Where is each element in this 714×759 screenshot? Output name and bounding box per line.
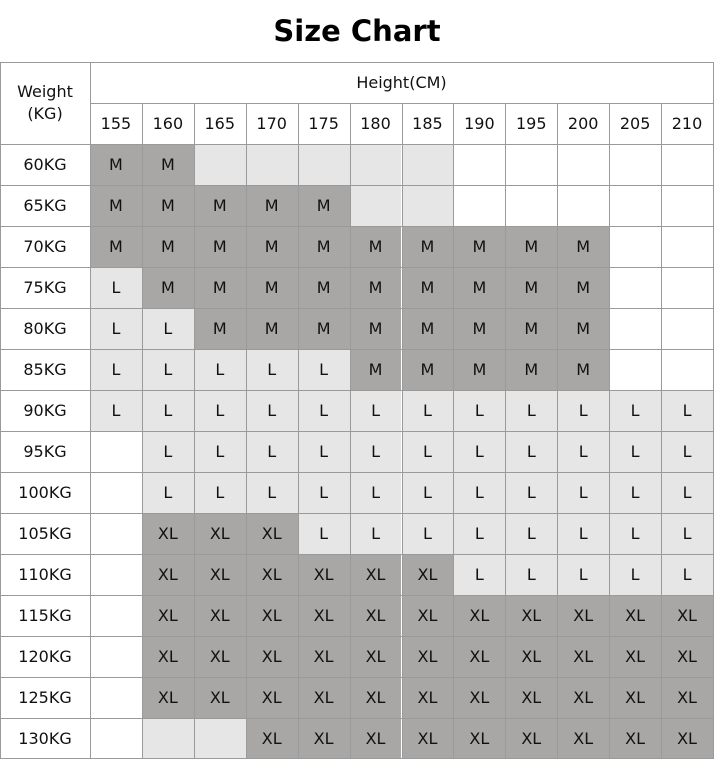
size-cell: M xyxy=(298,226,350,267)
size-cell xyxy=(609,308,661,349)
size-cell xyxy=(194,718,246,759)
grid-line xyxy=(0,554,713,555)
size-cell: L xyxy=(194,349,246,390)
weight-60kg: 60KG xyxy=(23,155,67,174)
page-title: Size Chart xyxy=(273,14,441,48)
size-cell xyxy=(350,185,402,226)
size-cell xyxy=(609,144,661,185)
size-cell: XL xyxy=(246,677,298,718)
height-180: 180 xyxy=(360,114,391,133)
size-cell xyxy=(453,144,505,185)
height-175: 175 xyxy=(308,114,339,133)
size-cell xyxy=(609,349,661,390)
size-cell xyxy=(505,185,557,226)
weight-100kg: 100KG xyxy=(18,483,72,502)
size-cell: L xyxy=(246,349,298,390)
size-cell: XL xyxy=(609,636,661,677)
size-cell: M xyxy=(142,144,194,185)
size-cell: XL xyxy=(298,677,350,718)
grid-line xyxy=(0,349,713,350)
size-cell: XL xyxy=(142,677,194,718)
size-cell: M xyxy=(194,185,246,226)
size-cell: XL xyxy=(194,595,246,636)
size-cell: M xyxy=(142,226,194,267)
size-cell: L xyxy=(298,431,350,472)
size-cell xyxy=(246,144,298,185)
size-cell: XL xyxy=(142,636,194,677)
size-cell: XL xyxy=(402,718,454,759)
size-cell: M xyxy=(350,308,402,349)
size-cell: XL xyxy=(661,636,713,677)
size-cell: M xyxy=(557,308,609,349)
size-cell: M xyxy=(402,267,454,308)
weight-70kg: 70KG xyxy=(23,237,67,256)
size-cell: XL xyxy=(246,718,298,759)
size-cell: XL xyxy=(298,636,350,677)
weight-85kg: 85KG xyxy=(23,360,67,379)
size-cell: L xyxy=(557,431,609,472)
grid-line xyxy=(0,390,713,391)
size-cell: L xyxy=(90,308,142,349)
size-cell: XL xyxy=(505,677,557,718)
size-cell: M xyxy=(246,185,298,226)
size-cell: XL xyxy=(557,718,609,759)
size-cell: XL xyxy=(350,595,402,636)
size-cell: L xyxy=(142,472,194,513)
size-cell: L xyxy=(246,472,298,513)
size-cell: XL xyxy=(298,595,350,636)
size-cell: L xyxy=(505,554,557,595)
size-cell: L xyxy=(661,390,713,431)
size-cell: L xyxy=(350,472,402,513)
size-cell xyxy=(402,144,454,185)
size-cell xyxy=(90,431,142,472)
size-cell: L xyxy=(90,267,142,308)
size-cell: M xyxy=(350,267,402,308)
size-cell: M xyxy=(453,308,505,349)
size-cell: L xyxy=(142,308,194,349)
weight-header-unit: (KG) xyxy=(27,104,63,123)
size-cell: M xyxy=(402,226,454,267)
size-cell: M xyxy=(246,308,298,349)
size-cell: L xyxy=(194,390,246,431)
size-cell: L xyxy=(661,513,713,554)
size-cell: L xyxy=(350,513,402,554)
grid-line xyxy=(0,267,713,268)
size-cell: L xyxy=(142,390,194,431)
height-header: Height(CM) xyxy=(356,73,447,92)
size-cell: L xyxy=(609,513,661,554)
size-cell: XL xyxy=(453,595,505,636)
size-cell: XL xyxy=(453,636,505,677)
grid-line xyxy=(0,226,713,227)
size-cell xyxy=(90,472,142,513)
size-cell: L xyxy=(453,513,505,554)
size-cell: L xyxy=(661,431,713,472)
size-cell: XL xyxy=(661,595,713,636)
size-cell: M xyxy=(90,144,142,185)
size-cell: L xyxy=(505,431,557,472)
size-cell: L xyxy=(453,431,505,472)
size-cell: L xyxy=(557,513,609,554)
size-cell: L xyxy=(505,472,557,513)
size-cell: L xyxy=(402,472,454,513)
size-cell xyxy=(661,349,713,390)
size-cell xyxy=(90,636,142,677)
size-cell xyxy=(661,144,713,185)
size-cell: M xyxy=(350,349,402,390)
weight-65kg: 65KG xyxy=(23,196,67,215)
size-cell: XL xyxy=(246,513,298,554)
size-cell: L xyxy=(90,349,142,390)
size-cell: M xyxy=(505,308,557,349)
size-cell: XL xyxy=(505,595,557,636)
grid-line xyxy=(0,636,713,637)
size-cell: L xyxy=(505,390,557,431)
size-cell xyxy=(350,144,402,185)
weight-header-label: Weight xyxy=(17,82,73,101)
height-185: 185 xyxy=(412,114,443,133)
height-160: 160 xyxy=(152,114,184,133)
weight-105kg: 105KG xyxy=(18,524,72,543)
size-cell xyxy=(453,185,505,226)
size-cell: M xyxy=(246,267,298,308)
size-cell: L xyxy=(246,431,298,472)
size-cell xyxy=(609,267,661,308)
size-cell xyxy=(557,144,609,185)
size-cell: XL xyxy=(505,718,557,759)
size-cell: M xyxy=(298,185,350,226)
height-200: 200 xyxy=(567,114,599,133)
size-cell: M xyxy=(557,226,609,267)
weight-header xyxy=(0,62,90,144)
size-cell xyxy=(402,185,454,226)
grid-line xyxy=(0,513,713,514)
grid-line xyxy=(0,62,714,63)
size-cell: L xyxy=(298,349,350,390)
size-cell: XL xyxy=(402,636,454,677)
size-cell: L xyxy=(661,472,713,513)
size-cell: XL xyxy=(350,718,402,759)
size-cell: XL xyxy=(453,677,505,718)
size-cell: XL xyxy=(402,677,454,718)
size-cell: XL xyxy=(661,677,713,718)
size-cell: XL xyxy=(350,636,402,677)
size-cell: M xyxy=(402,308,454,349)
size-cell: L xyxy=(661,554,713,595)
size-cell: M xyxy=(194,308,246,349)
grid-line xyxy=(0,718,713,719)
size-cell: M xyxy=(557,267,609,308)
size-cell: M xyxy=(298,308,350,349)
size-cell: XL xyxy=(194,513,246,554)
size-cell: L xyxy=(453,390,505,431)
size-cell xyxy=(609,185,661,226)
size-cell: XL xyxy=(557,595,609,636)
size-cell: L xyxy=(557,472,609,513)
size-cell: L xyxy=(557,554,609,595)
grid-line xyxy=(0,144,713,145)
size-cell: M xyxy=(246,226,298,267)
size-cell: L xyxy=(298,390,350,431)
size-cell: M xyxy=(90,185,142,226)
size-cell: XL xyxy=(453,718,505,759)
size-cell: XL xyxy=(246,595,298,636)
size-cell xyxy=(661,185,713,226)
size-cell: L xyxy=(142,431,194,472)
size-cell xyxy=(90,677,142,718)
size-cell xyxy=(661,226,713,267)
size-cell: XL xyxy=(609,595,661,636)
size-cell: M xyxy=(194,267,246,308)
size-cell: XL xyxy=(194,677,246,718)
size-cell xyxy=(298,144,350,185)
size-cell: L xyxy=(609,390,661,431)
size-cell: L xyxy=(557,390,609,431)
size-cell: XL xyxy=(142,513,194,554)
size-cell xyxy=(142,718,194,759)
size-cell: XL xyxy=(402,595,454,636)
size-cell: M xyxy=(505,349,557,390)
grid-line xyxy=(0,431,713,432)
size-cell xyxy=(90,718,142,759)
size-cell: L xyxy=(298,513,350,554)
grid-line xyxy=(0,185,713,186)
height-195: 195 xyxy=(516,114,547,133)
size-cell: L xyxy=(453,554,505,595)
size-cell: L xyxy=(609,431,661,472)
size-cell xyxy=(90,595,142,636)
size-cell: XL xyxy=(402,554,454,595)
size-cell: XL xyxy=(246,636,298,677)
weight-110kg: 110KG xyxy=(18,565,72,584)
size-cell: M xyxy=(505,226,557,267)
size-cell xyxy=(609,226,661,267)
size-cell: M xyxy=(194,226,246,267)
size-cell: L xyxy=(505,513,557,554)
size-cell: XL xyxy=(557,677,609,718)
size-cell: XL xyxy=(350,677,402,718)
size-cell: M xyxy=(505,267,557,308)
height-155: 155 xyxy=(100,114,132,133)
size-cell xyxy=(557,185,609,226)
size-cell: XL xyxy=(142,554,194,595)
size-cell: M xyxy=(557,349,609,390)
size-cell: M xyxy=(142,185,194,226)
size-cell: M xyxy=(453,267,505,308)
size-cell: L xyxy=(402,390,454,431)
size-cell: XL xyxy=(557,636,609,677)
size-cell xyxy=(90,513,142,554)
size-cell: L xyxy=(609,472,661,513)
size-cell: M xyxy=(90,226,142,267)
size-cell: XL xyxy=(298,718,350,759)
grid-line xyxy=(0,308,713,309)
size-cell xyxy=(90,554,142,595)
size-cell: M xyxy=(453,349,505,390)
size-cell: L xyxy=(194,431,246,472)
weight-90kg: 90KG xyxy=(23,401,67,420)
size-cell: M xyxy=(402,349,454,390)
size-cell xyxy=(505,144,557,185)
weight-80kg: 80KG xyxy=(23,319,67,338)
height-210: 210 xyxy=(671,114,703,133)
size-cell: XL xyxy=(194,554,246,595)
size-cell: XL xyxy=(142,595,194,636)
grid-line xyxy=(90,62,91,759)
size-cell: M xyxy=(453,226,505,267)
size-cell: L xyxy=(350,390,402,431)
grid-line xyxy=(0,472,713,473)
height-190: 190 xyxy=(464,114,495,133)
size-cell: L xyxy=(350,431,402,472)
size-cell: XL xyxy=(194,636,246,677)
height-165: 165 xyxy=(204,114,236,133)
size-cell xyxy=(661,308,713,349)
weight-120kg: 120KG xyxy=(18,647,72,666)
height-170: 170 xyxy=(256,114,287,133)
grid-line xyxy=(0,595,713,596)
weight-130kg: 130KG xyxy=(18,729,72,748)
size-cell: L xyxy=(194,472,246,513)
size-cell: L xyxy=(246,390,298,431)
weight-125kg: 125KG xyxy=(18,688,72,707)
size-cell xyxy=(194,144,246,185)
weight-75kg: 75KG xyxy=(23,278,67,297)
size-cell: L xyxy=(142,349,194,390)
size-cell: L xyxy=(453,472,505,513)
size-cell: M xyxy=(142,267,194,308)
size-cell: L xyxy=(402,431,454,472)
size-cell: L xyxy=(298,472,350,513)
height-205: 205 xyxy=(619,114,651,133)
size-cell: L xyxy=(402,513,454,554)
weight-95kg: 95KG xyxy=(23,442,67,461)
size-cell: L xyxy=(609,554,661,595)
size-cell: XL xyxy=(298,554,350,595)
size-cell: M xyxy=(350,226,402,267)
size-cell: XL xyxy=(609,718,661,759)
size-cell: XL xyxy=(246,554,298,595)
size-cell: XL xyxy=(609,677,661,718)
size-cell: XL xyxy=(505,636,557,677)
size-cell: L xyxy=(90,390,142,431)
size-cell: M xyxy=(298,267,350,308)
weight-115kg: 115KG xyxy=(18,606,72,625)
size-cell xyxy=(661,267,713,308)
grid-line xyxy=(0,677,713,678)
grid-line xyxy=(0,62,1,759)
size-cell: XL xyxy=(661,718,713,759)
size-cell: XL xyxy=(350,554,402,595)
